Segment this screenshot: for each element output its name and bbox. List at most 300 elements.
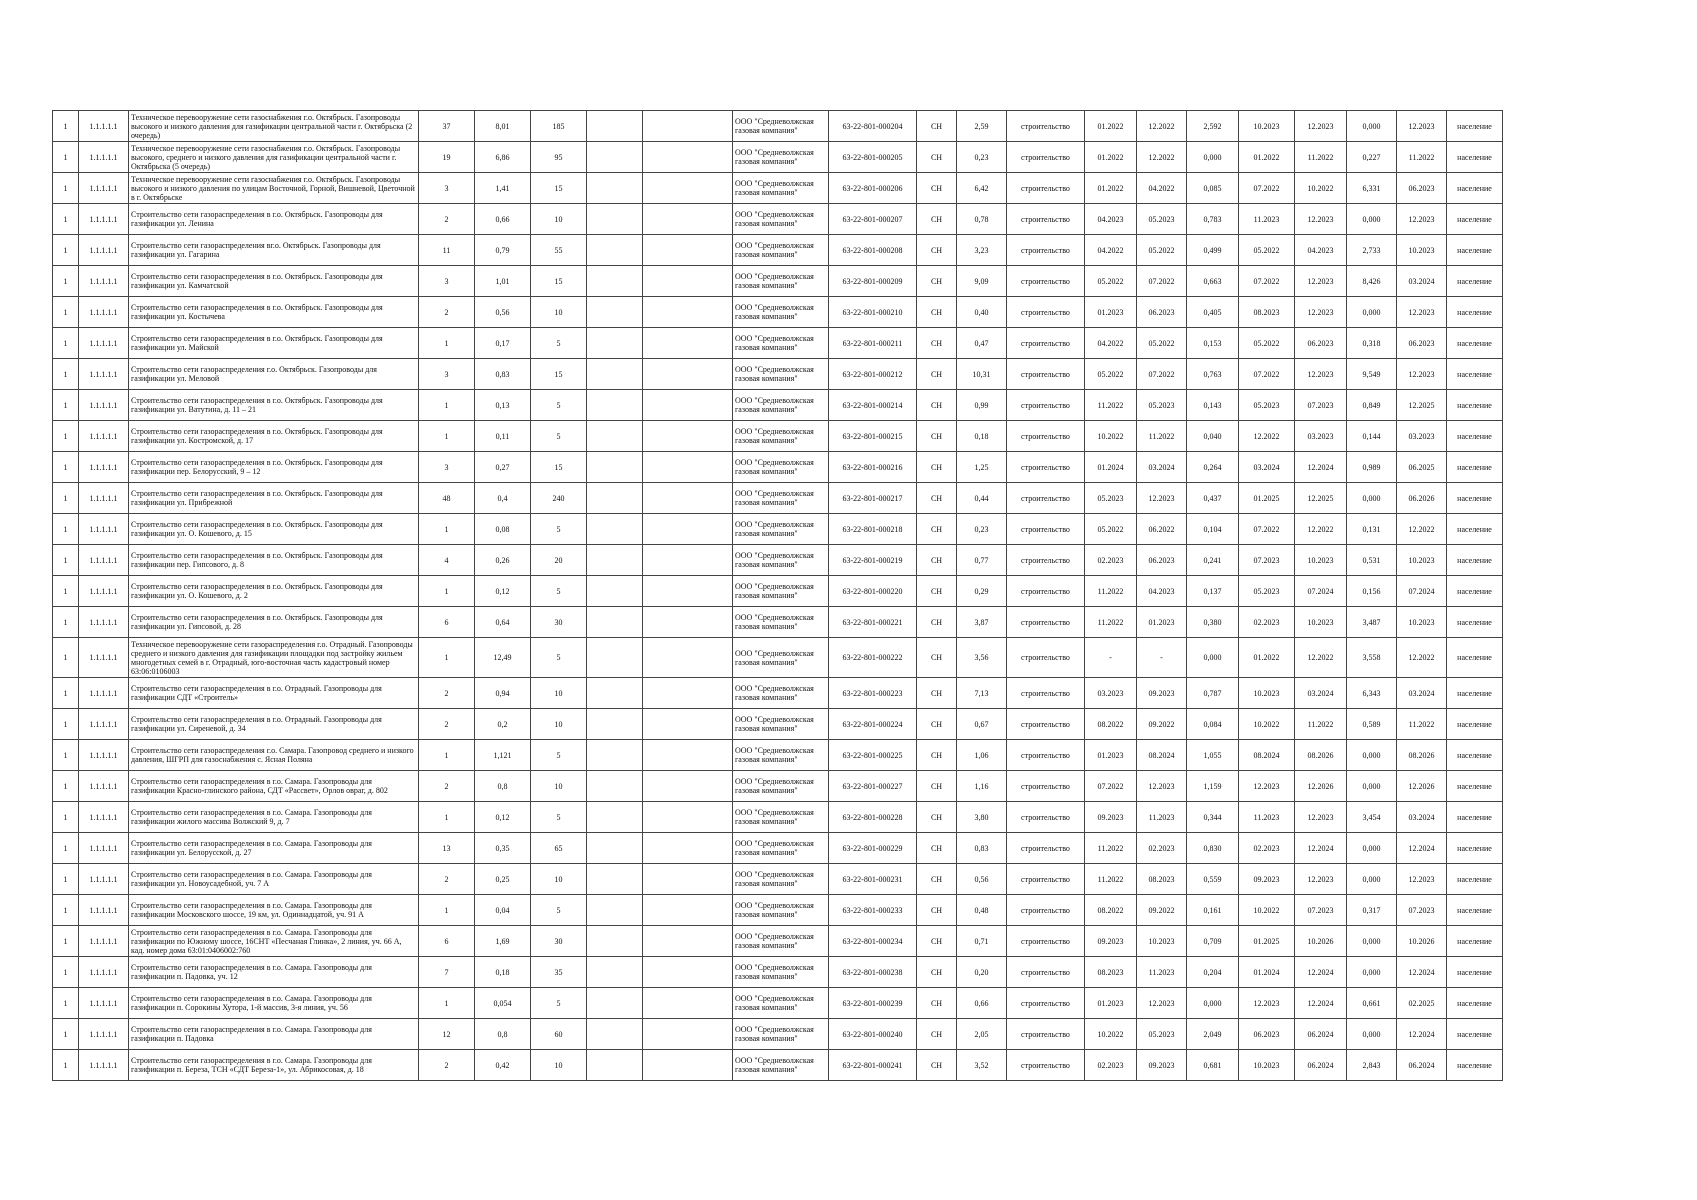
empty-cell [643, 297, 733, 328]
value-cell: 0,161 [1187, 895, 1239, 926]
end-date: 07.2022 [1137, 266, 1187, 297]
value-cell: 0,000 [1347, 833, 1397, 864]
work-type: строительство [1007, 740, 1085, 771]
organization-name: ООО "Средневолжская газовая компания" [733, 638, 829, 678]
consumer-type: население [1447, 1050, 1503, 1081]
empty-cell [587, 452, 643, 483]
row-number: 1 [53, 204, 79, 235]
category-cell: СН [917, 142, 957, 173]
length-cell: 8,01 [475, 111, 531, 142]
start-date: 11.2022 [1085, 607, 1137, 638]
value-cell: 0,23 [957, 142, 1007, 173]
start-date: 01.2023 [1085, 988, 1137, 1019]
end-date: 12.2023 [1295, 266, 1347, 297]
start-date: 07.2022 [1239, 359, 1295, 390]
value-cell: 9,549 [1347, 359, 1397, 390]
empty-cell [643, 390, 733, 421]
start-date: 01.2022 [1085, 173, 1137, 204]
row-number: 1 [53, 1050, 79, 1081]
value-cell: 0,783 [1187, 204, 1239, 235]
empty-cell [587, 771, 643, 802]
empty-cell [643, 421, 733, 452]
row-number: 1 [53, 514, 79, 545]
start-date: 10.2022 [1085, 1019, 1137, 1050]
end-date: 05.2023 [1137, 390, 1187, 421]
count-cell: 1 [419, 988, 475, 1019]
value-cell: 0,084 [1187, 709, 1239, 740]
end-date: 10.2023 [1295, 607, 1347, 638]
value-cell: 0,830 [1187, 833, 1239, 864]
work-type: строительство [1007, 607, 1085, 638]
value-cell: 0,437 [1187, 483, 1239, 514]
work-type: строительство [1007, 678, 1085, 709]
end-date: 04.2023 [1295, 235, 1347, 266]
start-date: 10.2022 [1085, 421, 1137, 452]
length-cell: 0,64 [475, 607, 531, 638]
start-date: 09.2023 [1085, 802, 1137, 833]
completion-date: 06.2023 [1397, 173, 1447, 204]
end-date: 06.2022 [1137, 514, 1187, 545]
consumer-type: население [1447, 111, 1503, 142]
table-row [53, 988, 1503, 1019]
registry-number: 63-22-801-000212 [829, 359, 917, 390]
consumer-type: население [1447, 802, 1503, 833]
completion-date: 12.2022 [1397, 638, 1447, 678]
organization-name: ООО "Средневолжская газовая компания" [733, 957, 829, 988]
end-date: 12.2023 [1295, 802, 1347, 833]
item-code: 1.1.1.1.1 [79, 771, 129, 802]
organization-name: ООО "Средневолжская газовая компания" [733, 421, 829, 452]
organization-name: ООО "Средневолжская газовая компания" [733, 483, 829, 514]
row-number: 1 [53, 235, 79, 266]
value-cell: 0,709 [1187, 926, 1239, 957]
length-cell: 0,27 [475, 452, 531, 483]
empty-cell [643, 173, 733, 204]
work-type: строительство [1007, 895, 1085, 926]
table-row [53, 802, 1503, 833]
start-date: 01.2023 [1085, 297, 1137, 328]
completion-date: 03.2024 [1397, 802, 1447, 833]
value-cell: 0,18 [957, 421, 1007, 452]
value-cell: 0,000 [1347, 483, 1397, 514]
value-cell: 0,344 [1187, 802, 1239, 833]
category-cell: СН [917, 709, 957, 740]
table-row [53, 864, 1503, 895]
work-description: Техническое перевооружение сети газораспределения г.о. Отрадный. Газопроводы среднего и низкого давления для газификации площадки под застройку жильем многодетных семей в г. Отрадный, юго-восточная часть кадастровый номер 63:06:0106003 [129, 638, 419, 678]
category-cell: СН [917, 576, 957, 607]
category-cell: СН [917, 864, 957, 895]
value-cell: 0,23 [957, 514, 1007, 545]
length-cell: 0,11 [475, 421, 531, 452]
empty-cell [587, 576, 643, 607]
start-date: 03.2024 [1239, 452, 1295, 483]
start-date: 12.2023 [1239, 771, 1295, 802]
item-code: 1.1.1.1.1 [79, 678, 129, 709]
completion-date: 02.2025 [1397, 988, 1447, 1019]
count-cell: 3 [419, 266, 475, 297]
item-code: 1.1.1.1.1 [79, 235, 129, 266]
table-row [53, 638, 1503, 678]
capacity-cell: 20 [531, 545, 587, 576]
start-date: 01.2023 [1085, 740, 1137, 771]
end-date: 12.2023 [1295, 111, 1347, 142]
row-number: 1 [53, 142, 79, 173]
value-cell: 0,989 [1347, 452, 1397, 483]
value-cell: 3,23 [957, 235, 1007, 266]
organization-name: ООО "Средневолжская газовая компания" [733, 740, 829, 771]
work-type: строительство [1007, 235, 1085, 266]
value-cell: 3,487 [1347, 607, 1397, 638]
value-cell: 0,000 [1347, 1019, 1397, 1050]
empty-cell [587, 142, 643, 173]
completion-date: 10.2023 [1397, 545, 1447, 576]
empty-cell [587, 957, 643, 988]
registry-number: 63-22-801-000231 [829, 864, 917, 895]
table-row [53, 514, 1503, 545]
value-cell: 6,343 [1347, 678, 1397, 709]
empty-cell [587, 483, 643, 514]
work-description: Строительство сети газораспределения в г.о. Октябрьск. Газопроводы для газификации ул. Камчатской [129, 266, 419, 297]
row-number: 1 [53, 740, 79, 771]
registry-number: 63-22-801-000220 [829, 576, 917, 607]
work-description: Строительство сети газораспределения г.о. Октябрьск. Газопроводы для газификации ул. Меловой [129, 359, 419, 390]
work-type: строительство [1007, 545, 1085, 576]
empty-cell [587, 173, 643, 204]
empty-cell [587, 607, 643, 638]
category-cell: СН [917, 514, 957, 545]
value-cell: 0,204 [1187, 957, 1239, 988]
consumer-type: население [1447, 957, 1503, 988]
end-date: 12.2023 [1137, 988, 1187, 1019]
count-cell: 2 [419, 204, 475, 235]
completion-date: 10.2023 [1397, 235, 1447, 266]
value-cell: 0,380 [1187, 607, 1239, 638]
organization-name: ООО "Средневолжская газовая компания" [733, 988, 829, 1019]
completion-date: 11.2022 [1397, 142, 1447, 173]
end-date: 07.2023 [1295, 390, 1347, 421]
organization-name: ООО "Средневолжская газовая компания" [733, 833, 829, 864]
table-row [53, 390, 1503, 421]
length-cell: 0,13 [475, 390, 531, 421]
work-type: строительство [1007, 802, 1085, 833]
registry-number: 63-22-801-000214 [829, 390, 917, 421]
count-cell: 1 [419, 740, 475, 771]
start-date: 05.2022 [1239, 235, 1295, 266]
value-cell: 0,589 [1347, 709, 1397, 740]
end-date: 12.2024 [1295, 957, 1347, 988]
consumer-type: население [1447, 173, 1503, 204]
consumer-type: население [1447, 390, 1503, 421]
start-date: 05.2023 [1239, 576, 1295, 607]
organization-name: ООО "Средневолжская газовая компания" [733, 678, 829, 709]
length-cell: 0,04 [475, 895, 531, 926]
completion-date: 12.2024 [1397, 957, 1447, 988]
registry-number: 63-22-801-000225 [829, 740, 917, 771]
value-cell: 0,000 [1347, 204, 1397, 235]
empty-cell [587, 833, 643, 864]
value-cell: 2,592 [1187, 111, 1239, 142]
length-cell: 0,4 [475, 483, 531, 514]
category-cell: СН [917, 802, 957, 833]
value-cell: 0,663 [1187, 266, 1239, 297]
item-code: 1.1.1.1.1 [79, 988, 129, 1019]
consumer-type: население [1447, 266, 1503, 297]
value-cell: 0,318 [1347, 328, 1397, 359]
value-cell: 0,000 [1347, 297, 1397, 328]
work-description: Строительство сети газораспределения в г.о. Самара. Газопроводы для газификации Московского шоссе, 19 км, ул. Одиннадцатой, уч. 91 А [129, 895, 419, 926]
consumer-type: население [1447, 514, 1503, 545]
empty-cell [643, 266, 733, 297]
empty-cell [587, 988, 643, 1019]
organization-name: ООО "Средневолжская газовая компания" [733, 328, 829, 359]
registry-number: 63-22-801-000221 [829, 607, 917, 638]
empty-cell [643, 771, 733, 802]
empty-cell [587, 1050, 643, 1081]
category-cell: СН [917, 390, 957, 421]
registry-number: 63-22-801-000217 [829, 483, 917, 514]
count-cell: 1 [419, 895, 475, 926]
value-cell: 0,48 [957, 895, 1007, 926]
capacity-cell: 65 [531, 833, 587, 864]
value-cell: 3,558 [1347, 638, 1397, 678]
table-row [53, 266, 1503, 297]
organization-name: ООО "Средневолжская газовая компания" [733, 173, 829, 204]
consumer-type: население [1447, 988, 1503, 1019]
value-cell: 3,454 [1347, 802, 1397, 833]
capacity-cell: 95 [531, 142, 587, 173]
table-row [53, 204, 1503, 235]
registry-number: 63-22-801-000216 [829, 452, 917, 483]
row-number: 1 [53, 452, 79, 483]
start-date: 07.2022 [1239, 173, 1295, 204]
start-date: 01.2024 [1085, 452, 1137, 483]
value-cell: 0,144 [1347, 421, 1397, 452]
count-cell: 19 [419, 142, 475, 173]
registry-number: 63-22-801-000229 [829, 833, 917, 864]
capacity-cell: 5 [531, 390, 587, 421]
capacity-cell: 10 [531, 297, 587, 328]
end-date: 12.2024 [1295, 988, 1347, 1019]
work-description: Строительство сети газораспределения в г.о. Самара. Газопроводы для газификации п. Падовка [129, 1019, 419, 1050]
work-description: Строительство сети газораспределения в г.о. Самара. Газопроводы для газификации п. Падовка, уч. 12 [129, 957, 419, 988]
item-code: 1.1.1.1.1 [79, 864, 129, 895]
start-date: 01.2025 [1239, 483, 1295, 514]
organization-name: ООО "Средневолжская газовая компания" [733, 359, 829, 390]
start-date: 05.2022 [1085, 359, 1137, 390]
value-cell: 0,78 [957, 204, 1007, 235]
organization-name: ООО "Средневолжская газовая компания" [733, 1019, 829, 1050]
table-row [53, 173, 1503, 204]
organization-name: ООО "Средневолжская газовая компания" [733, 266, 829, 297]
consumer-type: население [1447, 740, 1503, 771]
start-date: 02.2023 [1239, 607, 1295, 638]
value-cell: 0,56 [957, 864, 1007, 895]
start-date: 08.2023 [1239, 297, 1295, 328]
work-description: Строительство сети газораспределения в г.о. Отрадный. Газопроводы для газификации ул. Сиреневой, д. 34 [129, 709, 419, 740]
empty-cell [643, 514, 733, 545]
value-cell: 2,843 [1347, 1050, 1397, 1081]
work-type: строительство [1007, 266, 1085, 297]
row-number: 1 [53, 802, 79, 833]
work-description: Техническое перевооружение сети газоснабжения г.о. Октябрьск. Газопроводы высокого и низкого давления для газификации центральной части г. Октябрьска (2 очередь) [129, 111, 419, 142]
start-date: 01.2022 [1239, 142, 1295, 173]
table-row [53, 740, 1503, 771]
registry-number: 63-22-801-000218 [829, 514, 917, 545]
value-cell: 0,763 [1187, 359, 1239, 390]
start-date: 03.2023 [1085, 678, 1137, 709]
table-row [53, 297, 1503, 328]
table-row [53, 926, 1503, 957]
table-row [53, 576, 1503, 607]
count-cell: 11 [419, 235, 475, 266]
length-cell: 0,08 [475, 514, 531, 545]
start-date: 02.2023 [1239, 833, 1295, 864]
completion-date: 12.2023 [1397, 204, 1447, 235]
start-date: 04.2022 [1085, 328, 1137, 359]
item-code: 1.1.1.1.1 [79, 1050, 129, 1081]
start-date: 05.2022 [1085, 514, 1137, 545]
value-cell: 0,000 [1187, 142, 1239, 173]
capacity-cell: 30 [531, 607, 587, 638]
value-cell: 3,52 [957, 1050, 1007, 1081]
category-cell: СН [917, 833, 957, 864]
count-cell: 13 [419, 833, 475, 864]
work-type: строительство [1007, 988, 1085, 1019]
row-number: 1 [53, 359, 79, 390]
completion-date: 07.2023 [1397, 895, 1447, 926]
start-date: 10.2022 [1239, 709, 1295, 740]
registry-number: 63-22-801-000238 [829, 957, 917, 988]
capacity-cell: 5 [531, 740, 587, 771]
empty-cell [643, 328, 733, 359]
value-cell: 0,317 [1347, 895, 1397, 926]
registry-number: 63-22-801-000233 [829, 895, 917, 926]
count-cell: 1 [419, 328, 475, 359]
category-cell: СН [917, 678, 957, 709]
empty-cell [587, 111, 643, 142]
work-description: Строительство сети газораспределения в г.о. Октябрьск. Газопроводы для газификации ул. Костромской, д. 17 [129, 421, 419, 452]
start-date: 08.2023 [1085, 957, 1137, 988]
table-row [53, 1019, 1503, 1050]
table-row [53, 359, 1503, 390]
end-date: 11.2023 [1137, 802, 1187, 833]
end-date: 04.2022 [1137, 173, 1187, 204]
work-type: строительство [1007, 957, 1085, 988]
category-cell: СН [917, 173, 957, 204]
registry-number: 63-22-801-000224 [829, 709, 917, 740]
registry-number: 63-22-801-000206 [829, 173, 917, 204]
capacity-cell: 5 [531, 638, 587, 678]
work-type: строительство [1007, 390, 1085, 421]
end-date: 03.2024 [1295, 678, 1347, 709]
item-code: 1.1.1.1.1 [79, 266, 129, 297]
empty-cell [587, 802, 643, 833]
length-cell: 0,35 [475, 833, 531, 864]
value-cell: 0,131 [1347, 514, 1397, 545]
empty-cell [587, 390, 643, 421]
row-number: 1 [53, 483, 79, 514]
work-description: Строительство сети газораспределения в г.о. Октябрьск. Газопроводы для газификации ул. Ленина [129, 204, 419, 235]
end-date: 12.2023 [1137, 771, 1187, 802]
work-description: Строительство сети газораспределения в г.о. Октябрьск. Газопроводы для газификации ул. О. Кошевого, д. 15 [129, 514, 419, 545]
empty-cell [587, 204, 643, 235]
category-cell: СН [917, 638, 957, 678]
length-cell: 0,83 [475, 359, 531, 390]
work-type: строительство [1007, 1050, 1085, 1081]
end-date: 12.2022 [1295, 638, 1347, 678]
length-cell: 0,8 [475, 1019, 531, 1050]
consumer-type: население [1447, 204, 1503, 235]
end-date: 10.2022 [1295, 173, 1347, 204]
item-code: 1.1.1.1.1 [79, 638, 129, 678]
capacity-cell: 60 [531, 1019, 587, 1050]
capacity-cell: 10 [531, 709, 587, 740]
category-cell: СН [917, 483, 957, 514]
end-date: 06.2023 [1137, 297, 1187, 328]
category-cell: СН [917, 740, 957, 771]
organization-name: ООО "Средневолжская газовая компания" [733, 111, 829, 142]
organization-name: ООО "Средневолжская газовая компания" [733, 802, 829, 833]
table-row [53, 421, 1503, 452]
completion-date: 06.2025 [1397, 452, 1447, 483]
empty-cell [643, 740, 733, 771]
capacity-cell: 5 [531, 514, 587, 545]
category-cell: СН [917, 359, 957, 390]
registry-number: 63-22-801-000208 [829, 235, 917, 266]
consumer-type: население [1447, 142, 1503, 173]
work-description: Строительство сети газораспределения в г.о. Октябрьск. Газопроводы для газификации ул. Гипсовой, д. 28 [129, 607, 419, 638]
end-date: 12.2023 [1295, 359, 1347, 390]
row-number: 1 [53, 833, 79, 864]
empty-cell [643, 452, 733, 483]
start-date: 07.2022 [1085, 771, 1137, 802]
consumer-type: население [1447, 771, 1503, 802]
value-cell: 0,40 [957, 297, 1007, 328]
row-number: 1 [53, 421, 79, 452]
table-row [53, 957, 1503, 988]
value-cell: 0,67 [957, 709, 1007, 740]
start-date: 11.2023 [1239, 204, 1295, 235]
row-number: 1 [53, 390, 79, 421]
start-date: 04.2023 [1085, 204, 1137, 235]
item-code: 1.1.1.1.1 [79, 607, 129, 638]
length-cell: 12,49 [475, 638, 531, 678]
table-row [53, 111, 1503, 142]
value-cell: 6,331 [1347, 173, 1397, 204]
start-date: 09.2023 [1085, 926, 1137, 957]
work-description: Строительство сети газораспределения г.о. Самара. Газопровод среднего и низкого давления, ШГРП для газоснабжения с. Ясная Поляна [129, 740, 419, 771]
empty-cell [587, 895, 643, 926]
work-description: Строительство сети газораспределения в г.о. Октябрьск. Газопроводы для газификации ул. Костычева [129, 297, 419, 328]
table-row [53, 833, 1503, 864]
count-cell: 2 [419, 709, 475, 740]
end-date: 03.2024 [1137, 452, 1187, 483]
item-code: 1.1.1.1.1 [79, 740, 129, 771]
capacity-cell: 240 [531, 483, 587, 514]
length-cell: 0,42 [475, 1050, 531, 1081]
category-cell: СН [917, 988, 957, 1019]
item-code: 1.1.1.1.1 [79, 957, 129, 988]
empty-cell [587, 709, 643, 740]
value-cell: 0,71 [957, 926, 1007, 957]
end-date: - [1137, 638, 1187, 678]
row-number: 1 [53, 864, 79, 895]
capacity-cell: 35 [531, 957, 587, 988]
end-date: 08.2024 [1137, 740, 1187, 771]
length-cell: 0,054 [475, 988, 531, 1019]
count-cell: 6 [419, 926, 475, 957]
length-cell: 0,12 [475, 802, 531, 833]
